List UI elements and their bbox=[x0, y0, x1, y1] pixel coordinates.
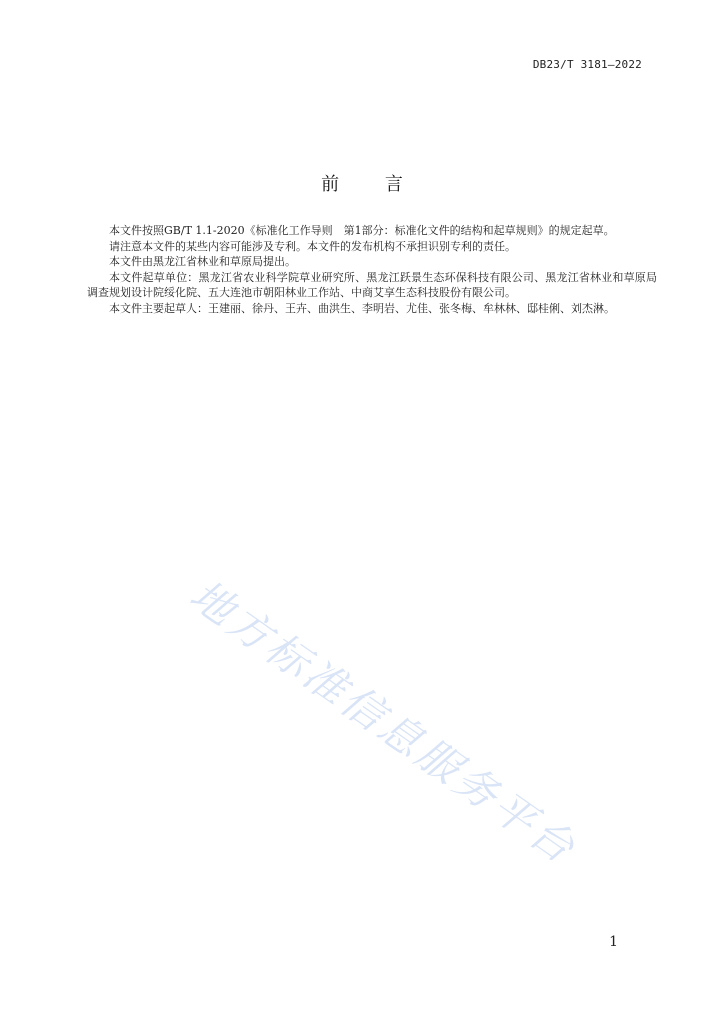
page-title: 前 言 bbox=[321, 174, 423, 195]
paragraph-drafting-basis: 本文件按照GB/T 1.1-2020《标准化工作导则 第1部分：标准化文件的结构和起草规则》的规定起草。 bbox=[109, 224, 615, 237]
paragraph-drafters: 本文件主要起草人：王建丽、徐丹、王卉、曲洪生、李明岩、尤佳、张冬梅、牟林林、邸桂俐、刘杰淋。 bbox=[109, 301, 615, 315]
page-number: 1 bbox=[609, 934, 618, 950]
watermark: 地方标准信息服务平台 bbox=[181, 570, 587, 875]
paragraph-drafting-units: 本文件起草单位：黑龙江省农业科学院草业研究所、黑龙江跃景生态环保科技有限公司、黑龙江省林业和草原局调查规划设计院绥化院、五大连池市朝阳林业工作站、中商艾享生态科技股份有限公司。 bbox=[87, 270, 657, 299]
document-code: DB23/T 3181—2022 bbox=[532, 58, 642, 71]
paragraph-patent-notice: 请注意本文件的某些内容可能涉及专利。本文件的发布机构不承担识别专利的责任。 bbox=[109, 239, 516, 253]
paragraph-proposer: 本文件由黑龙江省林业和草原局提出。 bbox=[109, 255, 296, 268]
document-body bbox=[87, 223, 657, 316]
